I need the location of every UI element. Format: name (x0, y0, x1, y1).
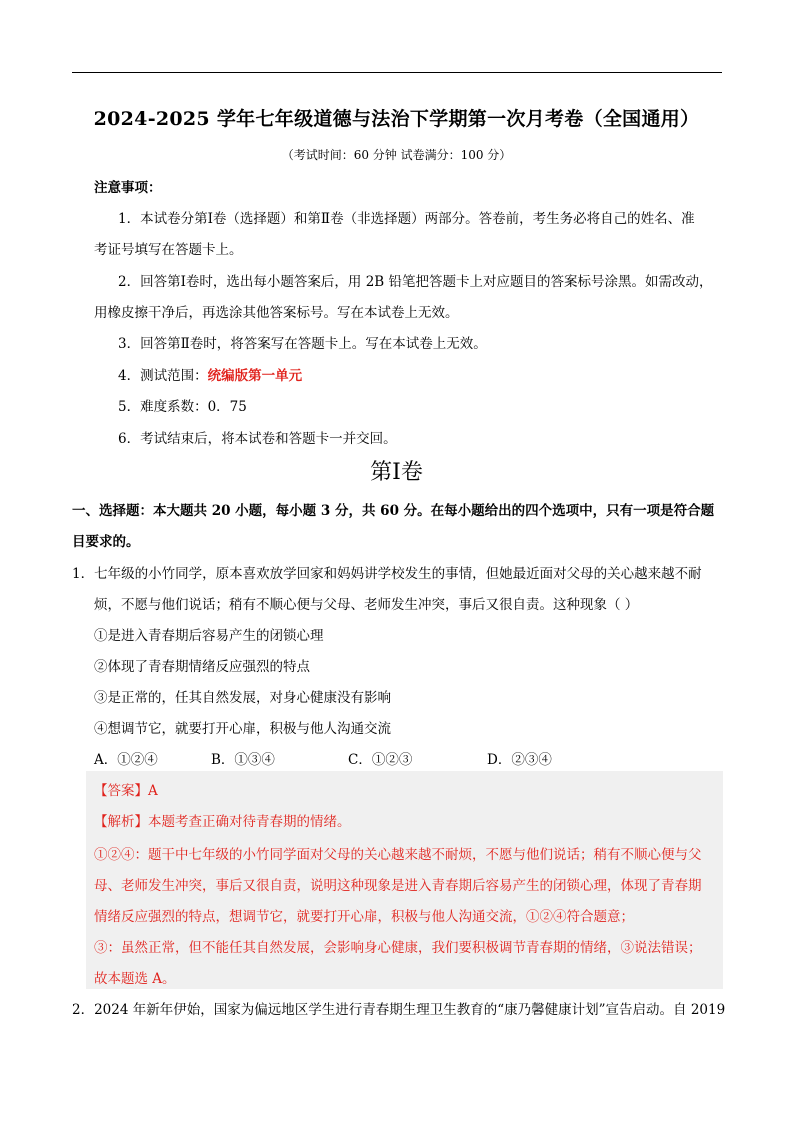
q1-explanation-line-4: ③：虽然正常，但不能任其自然发展，会影响身心健康，我们要积极调节青春期的情绪，③说法错误； (94, 940, 702, 956)
q1-stem-line-1: 1．七年级的小竹同学，原本喜欢放学回家和妈妈讲学校发生的事情，但她最近面对父母的关心越来越不耐 (72, 566, 702, 582)
q1-stem-line-2: 烦，不愿与他们说话；稍有不顺心便与父母、老师发生冲突，事后又很自责。这种现象（ ） (94, 597, 639, 613)
exam-title: 2024-2025 学年七年级道德与法治下学期第一次月考卷（全国通用） (93, 108, 700, 130)
q1-statement-3: ③是正常的，任其自然发展，对身心健康没有影响 (94, 690, 391, 706)
note-2-line-1: 2．回答第Ⅰ卷时，选出每小题答案后，用 2B 铅笔把答题卡上对应题目的答案标号涂黑。如需改动， (118, 274, 713, 290)
q1-option-c: C．①②③ (348, 752, 413, 768)
q1-option-b: B．①③④ (211, 752, 275, 768)
note-1-line-1: 1．本试卷分第Ⅰ卷（选择题）和第Ⅱ卷（非选择题）两部分。答卷前，考生务必将自己的姓名、准 (118, 211, 695, 227)
q1-option-d: D．②③④ (487, 752, 552, 768)
q1-explanation-line-3: 情绪反应强烈的特点，想调节它，就要打开心扉，积极与他人沟通交流，①②④符合题意； (94, 909, 634, 925)
q1-analysis (94, 810, 351, 830)
note-1-line-2: 考证号填写在答题卡上。 (94, 242, 243, 258)
header-rule (72, 72, 722, 73)
section-title: 第Ⅰ卷 (370, 460, 423, 485)
exam-subtitle: （考试时间：60 分钟 试卷满分：100 分） (281, 148, 512, 162)
q2-stem-line-1: 2．2024 年新年伊始，国家为偏远地区学生进行青春期生理卫生教育的“康乃馨健康计划”宣告启动。自 2019 (72, 1002, 726, 1018)
test-scope: 统编版第一单元 (207, 368, 303, 384)
q1-statement-1: ①是进入青春期后容易产生的闭锁心理 (94, 628, 324, 644)
q1-explanation-line-1: ①②④：题干中七年级的小竹同学面对父母的关心越来越不耐烦，不愿与他们说话；稍有不顺心便与父 (94, 847, 702, 863)
analysis-tag: 【解析】 (94, 814, 148, 830)
note-2-line-2: 用橡皮擦干净后，再选涂其他答案标号。写在本试卷上无效。 (94, 305, 459, 321)
analysis-text: 本题考查正确对待青春期的情绪。 (148, 814, 351, 830)
note-5: 5．难度系数：0．75 (118, 399, 247, 415)
note-4 (118, 364, 302, 384)
answer-value: A (148, 783, 158, 799)
q1-statement-2: ②体现了青春期情绪反应强烈的特点 (94, 659, 310, 675)
q1-explanation-line-2: 母、老师发生冲突，事后又很自责，说明这种现象是进入青春期后容易产生的闭锁心理，体现了青春期 (94, 878, 702, 894)
section-instruction-line-1: 一、选择题：本大题共 20 小题，每小题 3 分，共 60 分。在每小题给出的四个选项中，只有一项是符合题 (72, 503, 715, 519)
q1-statement-4: ④想调节它，就要打开心扉，积极与他人沟通交流 (94, 721, 391, 737)
q1-option-a: A．①②④ (94, 752, 158, 768)
note-4-label: 4．测试范围： (118, 368, 208, 384)
q1-explanation-line-5: 故本题选 A。 (94, 971, 176, 987)
q1-answer (94, 779, 158, 799)
note-3: 3．回答第Ⅱ卷时，将答案写在答题卡上。写在本试卷上无效。 (118, 336, 487, 352)
notes-heading: 注意事项： (94, 180, 162, 196)
answer-tag: 【答案】 (94, 783, 148, 799)
section-instruction-line-2: 目要求的。 (72, 534, 140, 550)
note-6: 6．考试结束后，将本试卷和答题卡一并交回。 (118, 431, 397, 447)
